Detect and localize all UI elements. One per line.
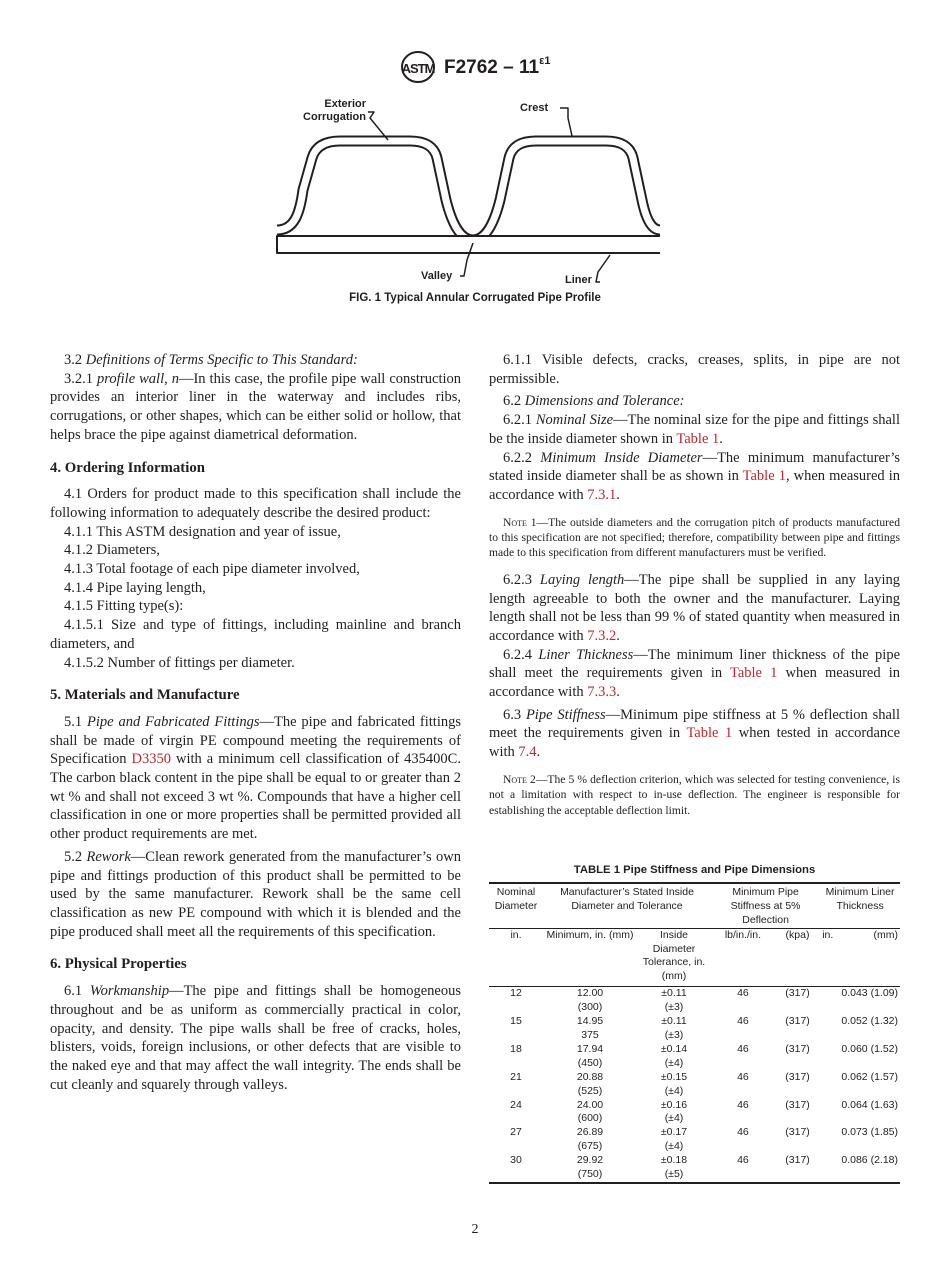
cell-value: (±4) <box>664 1084 684 1097</box>
text-segment: —The pipe and fabricated fittings shall be made of virgin PE compound meeting the requirements of Specification <box>50 713 461 768</box>
text-segment: when tested in accordance with <box>489 725 901 761</box>
text-segment: 6.2 <box>503 393 525 410</box>
cell-value: 0.062 (1.57) <box>841 1070 898 1083</box>
table-cell <box>637 1015 711 1043</box>
table-row <box>489 1043 900 1071</box>
text-segment: Dimensions and Tolerance: <box>524 393 685 410</box>
cell-value: ±0.16 <box>660 1098 688 1111</box>
text-segment: 6.1.1 Visible defects, cracks, creases, splits, in pipe are not permissible. <box>489 352 900 387</box>
text-segment: Rework <box>86 848 131 865</box>
text-segment: . <box>719 430 723 447</box>
table-cell <box>775 1126 820 1154</box>
cell-value: ±0.11 <box>661 1015 687 1028</box>
paragraph <box>489 449 900 505</box>
text-segment: 3.2.1 <box>64 370 97 387</box>
cell-value: (±4) <box>664 1112 684 1125</box>
cell-value: (317) <box>785 1070 810 1083</box>
table-row <box>489 1154 900 1183</box>
cell-value: 14.95 <box>576 1015 604 1028</box>
cell-value: 46 <box>737 1070 749 1083</box>
text-segment: 5.1 <box>64 713 87 730</box>
cell-value: 27 <box>510 1126 522 1139</box>
text-segment: 4.1.5.1 Size and type of fittings, including mainline and branch diameters, and <box>50 617 461 652</box>
cell-value: 46 <box>737 1126 749 1139</box>
table-row <box>489 1015 900 1043</box>
paragraph <box>50 541 461 560</box>
paragraph <box>50 560 461 579</box>
cross-reference-link[interactable]: 7.3.3 <box>587 684 617 701</box>
cell-value: (±4) <box>664 1140 684 1153</box>
table-cell <box>489 1099 543 1127</box>
table-cell <box>820 1099 900 1127</box>
col-header-nominal: Nominal Diameter <box>489 883 543 928</box>
cell-value: (317) <box>785 1126 810 1139</box>
paragraph <box>50 616 461 653</box>
table-row <box>489 987 900 1015</box>
cell-value: 0.060 (1.52) <box>841 1042 898 1055</box>
text-segment: —Clean rework generated from the manufacturer’s own pipe and fittings production of this product shall be permitted to be used by the same manufacturer. Rework shall be the same cell classification as new PE compound with which it is blended and the pipe produced shall meet all the requirements of this specification. <box>50 848 462 940</box>
cross-reference-link[interactable]: D3350 <box>131 751 171 768</box>
paragraph <box>50 351 461 370</box>
table-cell <box>775 1015 820 1043</box>
text-segment: Minimum Inside Diameter <box>540 449 703 466</box>
cell-value: 30 <box>510 1154 522 1167</box>
text-segment: 6.3 <box>503 706 526 723</box>
text-segment: —The nominal size for the pipe and fittings shall be the inside diameter shown in <box>489 412 900 447</box>
table-cell <box>489 1043 543 1071</box>
paragraph <box>50 370 461 445</box>
cell-value: 21 <box>510 1070 522 1083</box>
cell-value: (±3) <box>664 1001 684 1014</box>
text-segment: , when measured in accordance with <box>489 468 901 503</box>
table-cell <box>820 1043 900 1071</box>
table-cell <box>711 1126 775 1154</box>
cell-value: (600) <box>577 1112 603 1125</box>
cell-value: (300) <box>577 1001 603 1014</box>
cell-value: 0.052 (1.32) <box>841 1015 898 1028</box>
text-segment: Pipe Stiffness <box>525 706 606 723</box>
table-cell <box>820 987 900 1015</box>
cell-value: ±0.11 <box>661 987 687 1000</box>
text-segment: Laying length <box>539 571 625 588</box>
table-cell <box>637 1043 711 1071</box>
table-cell <box>711 1043 775 1071</box>
cross-reference-link[interactable]: 7.3.1 <box>587 486 617 503</box>
cell-value: (750) <box>577 1168 603 1181</box>
cell-value: 15 <box>510 1015 522 1028</box>
text-segment: Pipe and Fabricated Fittings <box>87 713 260 730</box>
paragraph <box>489 351 900 388</box>
text-segment: . <box>616 486 620 503</box>
table-cell <box>543 1043 637 1071</box>
paragraph <box>50 713 461 844</box>
cell-value: (317) <box>785 1015 810 1028</box>
text-segment: 4.1.2 Diameters, <box>64 542 160 559</box>
cell-value: 46 <box>737 1098 749 1111</box>
paragraph <box>489 392 900 411</box>
text-segment: 4.1 Orders for product made to this specification shall include the following information to adequately describe the desired product: <box>50 486 461 521</box>
cell-value: (450) <box>577 1056 603 1069</box>
table-cell <box>489 1126 543 1154</box>
note <box>489 515 900 561</box>
text-segment: 6.2.4 <box>503 646 539 663</box>
cell-value: 46 <box>737 987 749 1000</box>
unit-in: in. <box>489 928 543 987</box>
cell-value: 26.89 <box>576 1126 604 1139</box>
label-exterior-corrugation-line2 <box>290 111 366 124</box>
table-cell <box>775 1071 820 1099</box>
table-row <box>489 1126 900 1154</box>
cell-value: (317) <box>785 1098 810 1111</box>
table-cell <box>489 1154 543 1183</box>
right-column <box>489 351 900 828</box>
unit-tolerance: Inside Diameter Tolerance, in. (mm) <box>637 928 711 987</box>
paragraph <box>50 597 461 616</box>
table-cell <box>820 1015 900 1043</box>
cell-value: 0.086 (2.18) <box>841 1154 898 1167</box>
text-segment: —The minimum manufacturer’s stated inside diameter shall be as shown in <box>489 449 901 485</box>
cell-value: 24.00 <box>576 1098 604 1111</box>
text-segment: with a minimum cell classification of 435400C. The carbon black content in the pipe shall be equal to or greater than 2 wt % and shall not exceed 3 wt %. Compounds that have a higher cell classification in one or more properties shall be permitted provided all other product requirements are met. <box>50 751 461 843</box>
unit-liner-mm: (mm) <box>848 928 900 987</box>
table-cell <box>637 1099 711 1127</box>
paragraph <box>50 982 461 1094</box>
text-segment: 6. Physical Properties <box>50 956 187 973</box>
text-segment: . <box>536 744 541 761</box>
figure-caption: FIG. 1 Typical Annular Corrugated Pipe Profile <box>349 292 601 304</box>
designation-superscript: ε1 <box>539 55 551 67</box>
note <box>489 772 900 818</box>
table-cell <box>637 1071 711 1099</box>
text-segment: —The pipe and fittings shall be homogeneous throughout and be as uniform as commercially practical in color, opacity, and density. The pipe walls shall be free of cracks, holes, blisters, voids, foreign inclusions, or other defects that are visible to the naked eye and that may affect the wall integrity. The ends shall be cut cleanly and squarely through valleys. <box>50 983 461 1093</box>
paragraph <box>489 646 900 702</box>
label-liner: Liner <box>565 274 592 286</box>
cell-value: (±3) <box>664 1028 684 1041</box>
cross-reference-link[interactable]: Table 1 <box>742 468 786 485</box>
paragraph <box>50 579 461 598</box>
col-header-stiffness: Minimum Pipe Stiffness at 5% Deflection <box>711 883 820 928</box>
table-cell <box>543 1154 637 1183</box>
label-exterior-corrugation <box>318 98 366 111</box>
table-cell <box>711 1071 775 1099</box>
text-segment: Note 1 <box>503 515 537 529</box>
cell-value: ±0.18 <box>660 1154 688 1167</box>
paragraph <box>489 706 900 762</box>
cell-value: 375 <box>581 1028 599 1041</box>
cell-value: (525) <box>577 1084 603 1097</box>
cell-value: ±0.14 <box>660 1042 688 1055</box>
text-segment: 6.2.2 <box>503 449 541 466</box>
text-segment: 4.1.3 Total footage of each pipe diameter involved, <box>64 561 360 578</box>
unit-liner-in: in. <box>820 928 848 987</box>
cross-reference-link[interactable]: Table 1 <box>676 430 720 447</box>
cross-reference-link[interactable]: Table 1 <box>729 665 778 682</box>
cell-value: 0.043 (1.09) <box>841 987 898 1000</box>
astm-logo-icon <box>400 51 436 83</box>
cell-value: 20.88 <box>576 1070 604 1083</box>
text-segment: 4.1.5 Fitting type(s): <box>64 598 184 615</box>
table-cell <box>820 1126 900 1154</box>
left-column <box>50 351 461 1094</box>
cell-value: 18 <box>510 1042 522 1055</box>
text-segment: . <box>616 684 620 701</box>
text-segment: —The pipe shall be supplied in any laying length agreeable to both the owner and the manufacturer. Laying length shall not be less than 99 % of stated quantity when measured in accordance with <box>489 571 901 644</box>
cell-value: 12 <box>510 987 522 1000</box>
table-cell <box>637 987 711 1015</box>
table-cell <box>637 1154 711 1183</box>
cell-value: (±4) <box>664 1056 684 1069</box>
cross-reference-link[interactable]: 7.4 <box>518 744 537 761</box>
paragraph <box>489 571 900 646</box>
text-segment: . <box>616 627 620 644</box>
text-segment: 4.1.4 Pipe laying length, <box>64 579 206 596</box>
table-cell <box>775 1154 820 1183</box>
text-segment: —In this case, the profile pipe wall construction provides an interior liner in the waterway and includes ribs, corrugations, or other shapes, which can be either solid or hollow, that helps brace the pipe against diametrical deformation. <box>50 370 462 443</box>
unit-kpa: (kpa) <box>775 928 820 987</box>
cross-reference-link[interactable]: 7.3.2 <box>587 627 617 644</box>
paragraph <box>50 848 461 942</box>
table-cell <box>711 987 775 1015</box>
text-segment: Note 2 <box>503 772 536 786</box>
text-segment: 4.1.5.2 Number of fittings per diameter. <box>64 654 295 671</box>
cell-value: 46 <box>737 1015 749 1028</box>
label-valley: Valley <box>421 270 453 282</box>
table-cell <box>543 987 637 1015</box>
paragraph <box>50 523 461 542</box>
text-segment: 5.2 <box>64 848 87 865</box>
label-crest: Crest <box>520 102 549 114</box>
table-cell <box>711 1099 775 1127</box>
table-title: TABLE 1 Pipe Stiffness and Pipe Dimensions <box>573 864 816 876</box>
table-cell <box>775 1043 820 1071</box>
table-cell <box>775 1099 820 1127</box>
cell-value: (317) <box>785 987 810 1000</box>
cell-value: 0.073 (1.85) <box>841 1126 898 1139</box>
section-heading <box>50 459 461 478</box>
cell-value: (317) <box>785 1042 810 1055</box>
table-cell <box>543 1126 637 1154</box>
cell-value: 46 <box>737 1042 749 1055</box>
col-header-liner: Minimum Liner Thickness <box>820 883 900 928</box>
text-segment: —The 5 % deflection criterion, which was selected for testing convenience, is not a limitation with respect to in-use deflection. The engineer is responsible for establishing the acceptable deflection limit. <box>489 772 900 817</box>
table-cell <box>489 987 543 1015</box>
text-segment: 4. Ordering Information <box>50 459 205 476</box>
paragraph <box>50 654 461 673</box>
cell-value: 46 <box>737 1154 749 1167</box>
section-heading <box>50 955 461 974</box>
label-corrugation-text: Corrugation <box>303 111 366 123</box>
table-cell <box>711 1015 775 1043</box>
label-exterior-line1: Exterior <box>324 98 366 110</box>
text-segment: 3.2 <box>64 352 86 368</box>
text-segment: Definitions of Terms Specific to This Standard: <box>85 352 358 368</box>
cell-value: 12.00 <box>576 987 604 1000</box>
cell-value: (±5) <box>664 1168 684 1181</box>
text-segment: Nominal Size <box>535 412 614 429</box>
page-header <box>400 50 550 84</box>
paragraph <box>489 411 900 448</box>
cell-value: ±0.17 <box>660 1126 688 1139</box>
page-number: 2 <box>471 1222 479 1237</box>
pipe-stiffness-table <box>489 882 900 1184</box>
table-cell <box>543 1071 637 1099</box>
text-segment: —Minimum pipe stiffness at 5 % deflection shall meet the requirements given in <box>489 706 900 742</box>
text-segment: —The outside diameters and the corrugation pitch of products manufactured to this specification are not specified; therefore, compatibility between pipe and fittings made to this specification from different manufacturers must be verified. <box>489 515 900 560</box>
table-cell <box>820 1154 900 1183</box>
cell-value: ±0.15 <box>660 1070 688 1083</box>
col-header-inside-diameter: Manufacturer’s Stated Inside Diameter and Tolerance <box>543 883 711 928</box>
table-row <box>489 1071 900 1099</box>
text-segment: Workmanship <box>89 983 170 1000</box>
table-cell <box>543 1015 637 1043</box>
cell-value: 0.064 (1.63) <box>841 1098 898 1111</box>
table-cell <box>543 1099 637 1127</box>
cell-value: (675) <box>577 1140 603 1153</box>
cell-value: 29.92 <box>576 1154 604 1167</box>
text-segment: —The minimum liner thickness of the pipe shall meet the requirements given in <box>489 646 901 682</box>
cell-value: (317) <box>785 1154 810 1167</box>
unit-minimum: Minimum, in. (mm) <box>543 928 637 987</box>
designation-text: F2762 – 11 <box>444 57 540 78</box>
table-1 <box>489 864 900 1184</box>
table-cell <box>637 1126 711 1154</box>
standard-designation <box>444 55 550 79</box>
cell-value: 17.94 <box>576 1042 604 1055</box>
text-segment: profile wall, n <box>97 370 179 387</box>
text-segment: 6.1 <box>64 983 90 1000</box>
paragraph <box>50 485 461 522</box>
table-cell <box>711 1154 775 1183</box>
table-cell <box>489 1015 543 1043</box>
table-cell <box>489 1071 543 1099</box>
text-segment: 6.2.1 <box>503 412 536 429</box>
text-segment: Liner Thickness <box>538 646 634 663</box>
text-segment: 5. Materials and Manufacture <box>50 687 240 704</box>
table-cell <box>820 1071 900 1099</box>
text-segment: when measured in accordance with <box>489 665 900 701</box>
cross-reference-link[interactable]: Table 1 <box>686 725 733 742</box>
text-segment: 4.1.1 This ASTM designation and year of issue, <box>64 523 341 540</box>
table-row <box>489 1099 900 1127</box>
table-cell <box>775 987 820 1015</box>
cell-value: 24 <box>510 1098 522 1111</box>
svg-text:ASTM: ASTM <box>401 61 435 76</box>
unit-lb: lb/in./in. <box>711 928 775 987</box>
text-segment: 6.2.3 <box>503 571 540 588</box>
section-heading <box>50 686 461 705</box>
